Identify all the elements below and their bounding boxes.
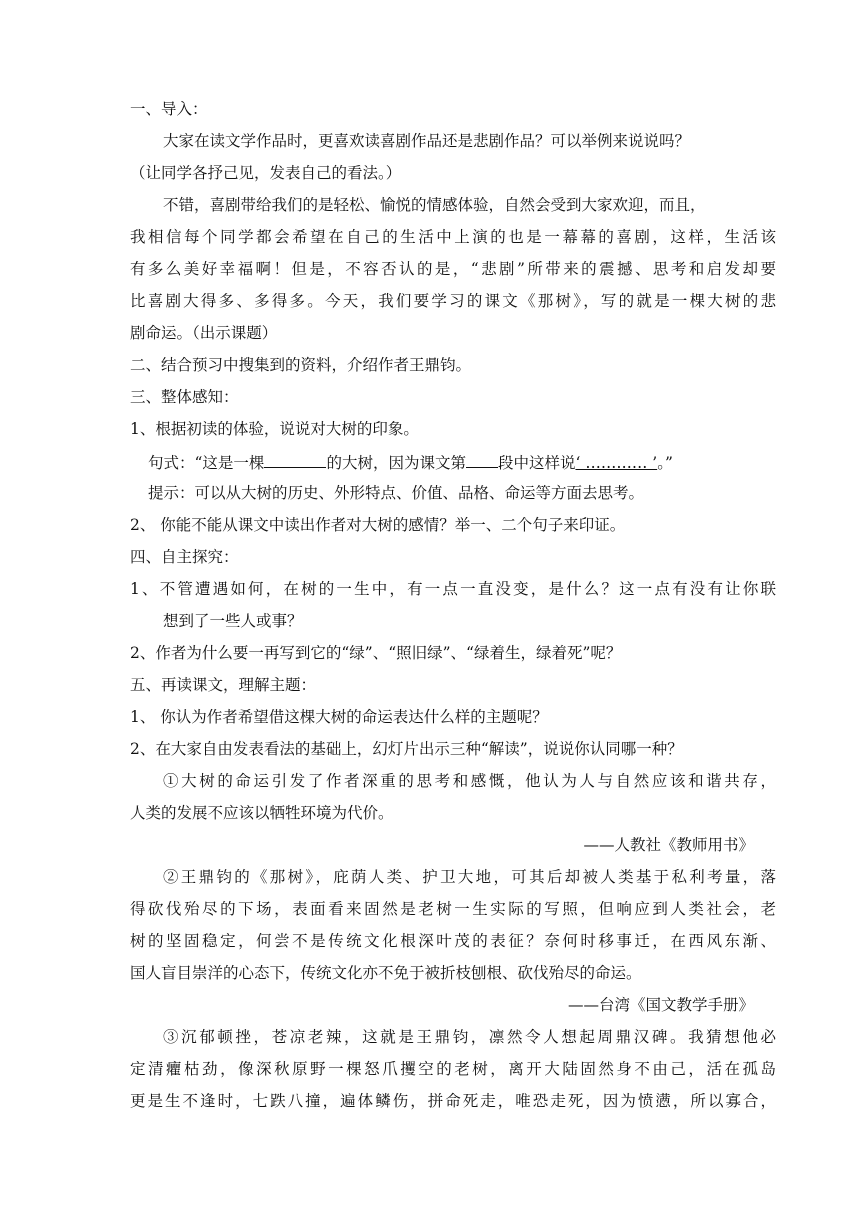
reading-line: 国人盲目崇洋的心态下，传统文化亦不免于被折枝刨根、砍伐殆尽的命运。 <box>130 964 642 982</box>
reading-line: ①大树的命运引发了作者深重的思考和感慨，他认为人与自然应该和谐共存， <box>163 772 776 790</box>
paragraph-line: 不错，喜剧带给我们的是轻松、愉悦的情感体验，自然会受到大家欢迎，而且， <box>163 196 706 214</box>
section-3-heading: 三、整体感知： <box>130 388 239 406</box>
fill-blank <box>466 451 498 468</box>
question-line: 1、根据初读的体验，说说对大树的印象。 <box>130 420 419 438</box>
reading-line: ③沉郁顿挫，苍凉老辣，这就是王鼎钧，凛然令人想起周鼎汉碑。我猜想他必 <box>163 1028 776 1046</box>
question-line: 1、不管遭遇如何，在树的一生中，有一点一直没变，是什么？这一点有没有让你联 <box>130 580 776 598</box>
hint-line: 提示：可以从大树的历史、外形特点、价值、品格、命运等方面去思考。 <box>148 484 645 502</box>
question-line: 2、 你能不能从课文中读出作者对大树的感情？举一、二个句子来印证。 <box>130 516 626 534</box>
reading-line: 得砍伐殆尽的下场，表面看来固然是老树一生实际的写照，但响应到人类社会，老 <box>130 900 776 918</box>
reading-line: 更是生不逢时，七跌八撞，遍体鳞伤，拼命死走，唯恐走死，因为愤懑，所以寡合， <box>130 1092 776 1110</box>
reading-line: 定清癯枯劲，像深秋原野一棵怒爪攫空的老树，离开大陆固然身不由己，活在孤岛 <box>130 1060 776 1078</box>
reading-source: ——台湾《国文教学手册》 <box>567 996 754 1014</box>
pattern-quote: ‘ ………… ’ <box>575 454 658 472</box>
section-4-heading: 四、自主探究： <box>130 548 239 566</box>
question-line: 2、作者为什么要一再写到它的“绿”、“照旧绿”、“绿着生，绿着死”呢？ <box>130 644 622 662</box>
paragraph-line: 大家在读文学作品时，更喜欢读喜剧作品还是悲剧作品？可以举例来说说吗？ <box>163 132 691 150</box>
sentence-pattern <box>148 451 673 473</box>
paragraph-line: 我相信每个同学都会希望在自己的生活中上演的也是一幕幕的喜剧，这样，生活该 <box>130 228 776 246</box>
question-line: 2、在大家自由发表看法的基础上，幻灯片出示三种“解读”，说说你认同哪一种？ <box>130 740 683 758</box>
paragraph-line: 剧命运。（出示课题） <box>130 324 278 342</box>
section-2-heading: 二、结合预习中搜集到的资料，介绍作者王鼎钧。 <box>130 356 472 374</box>
paragraph-line: 有多么美好幸福啊！但是，不容否认的是，“悲剧”所带来的震撼、思考和启发却要 <box>130 260 776 278</box>
pattern-text: 。” <box>657 454 673 472</box>
fill-blank <box>264 451 326 468</box>
question-line: 1、 你认为作者希望借这棵大树的命运表达什么样的主题呢？ <box>130 708 548 726</box>
section-1-heading: 一、导入： <box>130 100 208 118</box>
paragraph-line: （让同学各抒己见，发表自己的看法。） <box>130 164 402 182</box>
reading-line: 人类的发展不应该以牺牲环境为代价。 <box>130 804 394 822</box>
question-line: 想到了一些人或事？ <box>163 612 303 630</box>
pattern-text: 段中这样说 <box>497 454 576 472</box>
section-5-heading: 五、再读课文，理解主题： <box>130 676 317 694</box>
reading-source: ——人教社《教师用书》 <box>583 836 754 854</box>
reading-line: 树的坚固稳定，何尝不是传统文化根深叶茂的表征？奈何时移事迁，在西风东渐、 <box>130 932 776 950</box>
paragraph-line: 比喜剧大得多、多得多。今天，我们要学习的课文《那树》，写的就是一棵大树的悲 <box>130 292 776 310</box>
pattern-text: 句式：“这是一棵 <box>148 454 265 472</box>
pattern-text: 的大树，因为课文第 <box>326 454 466 472</box>
reading-line: ②王鼎钧的《那树》，庇荫人类、护卫大地，可其后却被人类基于私利考量，落 <box>163 868 776 886</box>
